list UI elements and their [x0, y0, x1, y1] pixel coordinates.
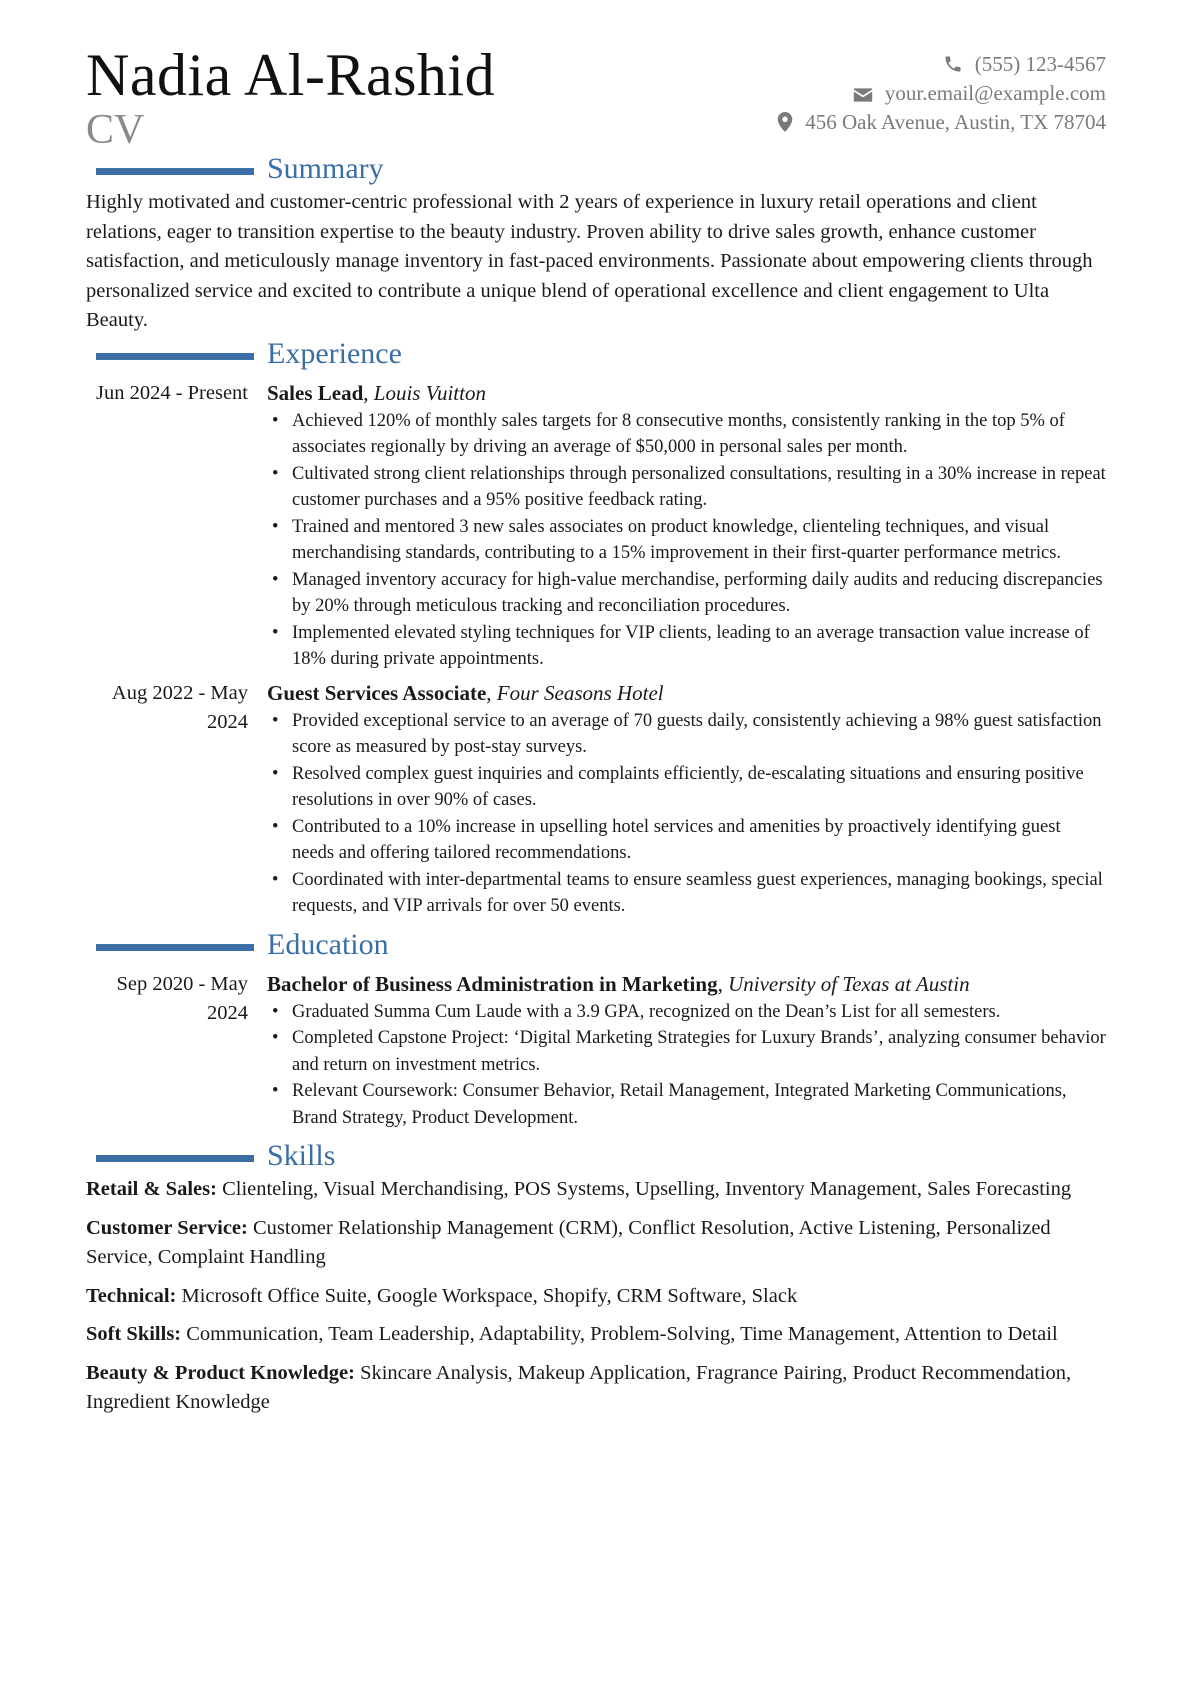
- section-accent-bar: [96, 944, 254, 951]
- section-summary-heading: [86, 154, 1106, 188]
- entry-body: [267, 970, 1106, 1132]
- phone-number: (555) 123-4567: [974, 52, 1106, 76]
- skill-group-items: Customer Relationship Management (CRM), Conflict Resolution, Active Listening, Personalized Service, Complaint Handling: [86, 1216, 1051, 1268]
- list-item: • Coordinated with inter-departmental teams to ensure seamless guest experiences, managing bookings, special requests, and VIP arrivals for over 50 events.: [292, 867, 1106, 920]
- envelope-icon: [853, 87, 873, 103]
- cv-page: [86, 42, 1106, 1418]
- entry-date: Aug 2022 - May 2024: [111, 681, 248, 733]
- skill-group: [86, 1214, 1106, 1273]
- document-subtitle: CV: [86, 107, 145, 153]
- section-accent-bar: [96, 353, 254, 360]
- summary-text: Highly motivated and customer-centric professional with 2 years of experience in luxury retail operations and client relations, eager to transition expertise to the beauty industry. Proven ability to drive sales growth, enhance customer satisfaction, and meticulously manage inventory in fast-paced environments. Passionate about empowering clients through personalized service and excited to contribute a unique blend of operational excellence and client engagement to Ulta Beauty.: [86, 191, 1093, 331]
- skill-group: [86, 1320, 1106, 1350]
- entry-date: Jun 2024 - Present: [95, 381, 248, 404]
- entry-degree: Bachelor of Business Administration in Marketing: [267, 971, 718, 996]
- skill-group-label: Soft Skills:: [86, 1323, 182, 1345]
- experience-entry: [86, 379, 1106, 673]
- phone-icon: [943, 54, 963, 74]
- section-education-heading: [86, 927, 1106, 964]
- email-address: your.email@example.com: [884, 81, 1106, 105]
- entry-bullets: [267, 408, 1106, 673]
- entry-organization: Four Seasons Hotel: [496, 680, 664, 705]
- contact-block: [777, 50, 1106, 137]
- list-item: • Achieved 120% of monthly sales targets for 8 consecutive months, consistently ranking in the top 5% of associates regionally by driving an average of $50,000 in personal sales per month.: [292, 408, 1106, 461]
- list-item: • Resolved complex guest inquiries and complaints efficiently, de-escalating situations and ensuring positive resolutions in over 90% of cases.: [292, 761, 1106, 814]
- list-item: • Graduated Summa Cum Laude with a 3.9 GPA, recognized on the Dean’s List for all semesters.: [292, 999, 1106, 1026]
- section-accent-bar: [96, 168, 254, 175]
- map-pin-icon: [777, 112, 793, 132]
- skill-group: [86, 1359, 1106, 1418]
- entry-title: Sales Lead, Louis Vuitton: [267, 380, 486, 405]
- entry-date: Sep 2020 - May 2024: [116, 972, 248, 1024]
- list-item: • Provided exceptional service to an average of 70 guests daily, consistently achieving a 98% guest satisfaction score as measured by post-stay surveys.: [292, 708, 1106, 761]
- entry-body: [267, 379, 1106, 673]
- list-item: • Completed Capstone Project: ‘Digital Marketing Strategies for Luxury Brands’, analyzing consumer behavior and return on investment metrics.: [292, 1025, 1106, 1078]
- experience-entry: [86, 679, 1106, 920]
- street-address: 456 Oak Avenue, Austin, TX 78704: [805, 110, 1106, 134]
- section-experience-heading: [86, 336, 1106, 373]
- skill-group-label: Technical:: [86, 1284, 177, 1307]
- section-skills-heading: [86, 1141, 1106, 1175]
- skill-group-items: Skincare Analysis, Makeup Application, Fragrance Pairing, Product Recommendation, Ingredient Knowledge: [86, 1361, 1072, 1413]
- list-item: • Contributed to a 10% increase in upselling hotel services and amenities by proactively identifying guest needs and offering tailored recommendations.: [292, 814, 1106, 867]
- entry-title: Guest Services Associate, Four Seasons Hotel: [267, 680, 664, 705]
- contact-address: [777, 108, 1106, 137]
- skill-group: [86, 1175, 1106, 1205]
- section-title: Summary: [267, 152, 384, 185]
- list-item: • Cultivated strong client relationships through personalized consultations, resulting in a 30% increase in repeat customer purchases and a 95% positive feedback rating.: [292, 461, 1106, 514]
- list-item: • Implemented elevated styling techniques for VIP clients, leading to an average transaction value increase of 18% during private appointments.: [292, 620, 1106, 673]
- list-item: • Relevant Coursework: Consumer Behavior, Retail Management, Integrated Marketing Communications, Brand Strategy, Product Development.: [292, 1078, 1106, 1131]
- list-item: • Managed inventory accuracy for high-value merchandise, performing daily audits and reducing discrepancies by 20% through meticulous tracking and reconciliation procedures.: [292, 567, 1106, 620]
- section-accent-bar: [96, 1155, 254, 1162]
- contact-email[interactable]: [777, 79, 1106, 108]
- entry-organization: Louis Vuitton: [373, 380, 486, 405]
- entry-bullets: [267, 999, 1106, 1132]
- section-title: Skills: [267, 1139, 336, 1172]
- entry-body: [267, 679, 1106, 920]
- skill-group-items: Communication, Team Leadership, Adaptability, Problem-Solving, Time Management, Attention to Detail: [186, 1323, 1058, 1345]
- section-title: Education: [267, 927, 389, 961]
- skill-group: [86, 1282, 1106, 1312]
- skill-group-items: Microsoft Office Suite, Google Workspace, Shopify, CRM Software, Slack: [181, 1284, 798, 1307]
- skill-group-label: Customer Service:: [86, 1216, 248, 1239]
- cv-header: [86, 42, 1106, 154]
- skill-group-label: Beauty & Product Knowledge:: [86, 1361, 355, 1384]
- skill-group-label: Retail & Sales:: [86, 1178, 217, 1200]
- candidate-name: Nadia Al-Rashid: [86, 42, 496, 108]
- education-entry: [86, 970, 1106, 1132]
- entry-role: Guest Services Associate: [267, 680, 487, 705]
- entry-organization: University of Texas at Austin: [728, 971, 970, 996]
- entry-bullets: [267, 708, 1106, 920]
- contact-phone[interactable]: [777, 50, 1106, 79]
- entry-title: Bachelor of Business Administration in Marketing, University of Texas at Austin: [267, 971, 970, 996]
- skill-group-items: Clienteling, Visual Merchandising, POS Systems, Upselling, Inventory Management, Sales Forecasting: [222, 1178, 1072, 1200]
- section-title: Experience: [267, 336, 402, 370]
- entry-role: Sales Lead: [267, 380, 364, 405]
- list-item: • Trained and mentored 3 new sales associates on product knowledge, clienteling techniques, and visual merchandising standards, contributing to a 15% improvement in their first-quarter performance metrics.: [292, 514, 1106, 567]
